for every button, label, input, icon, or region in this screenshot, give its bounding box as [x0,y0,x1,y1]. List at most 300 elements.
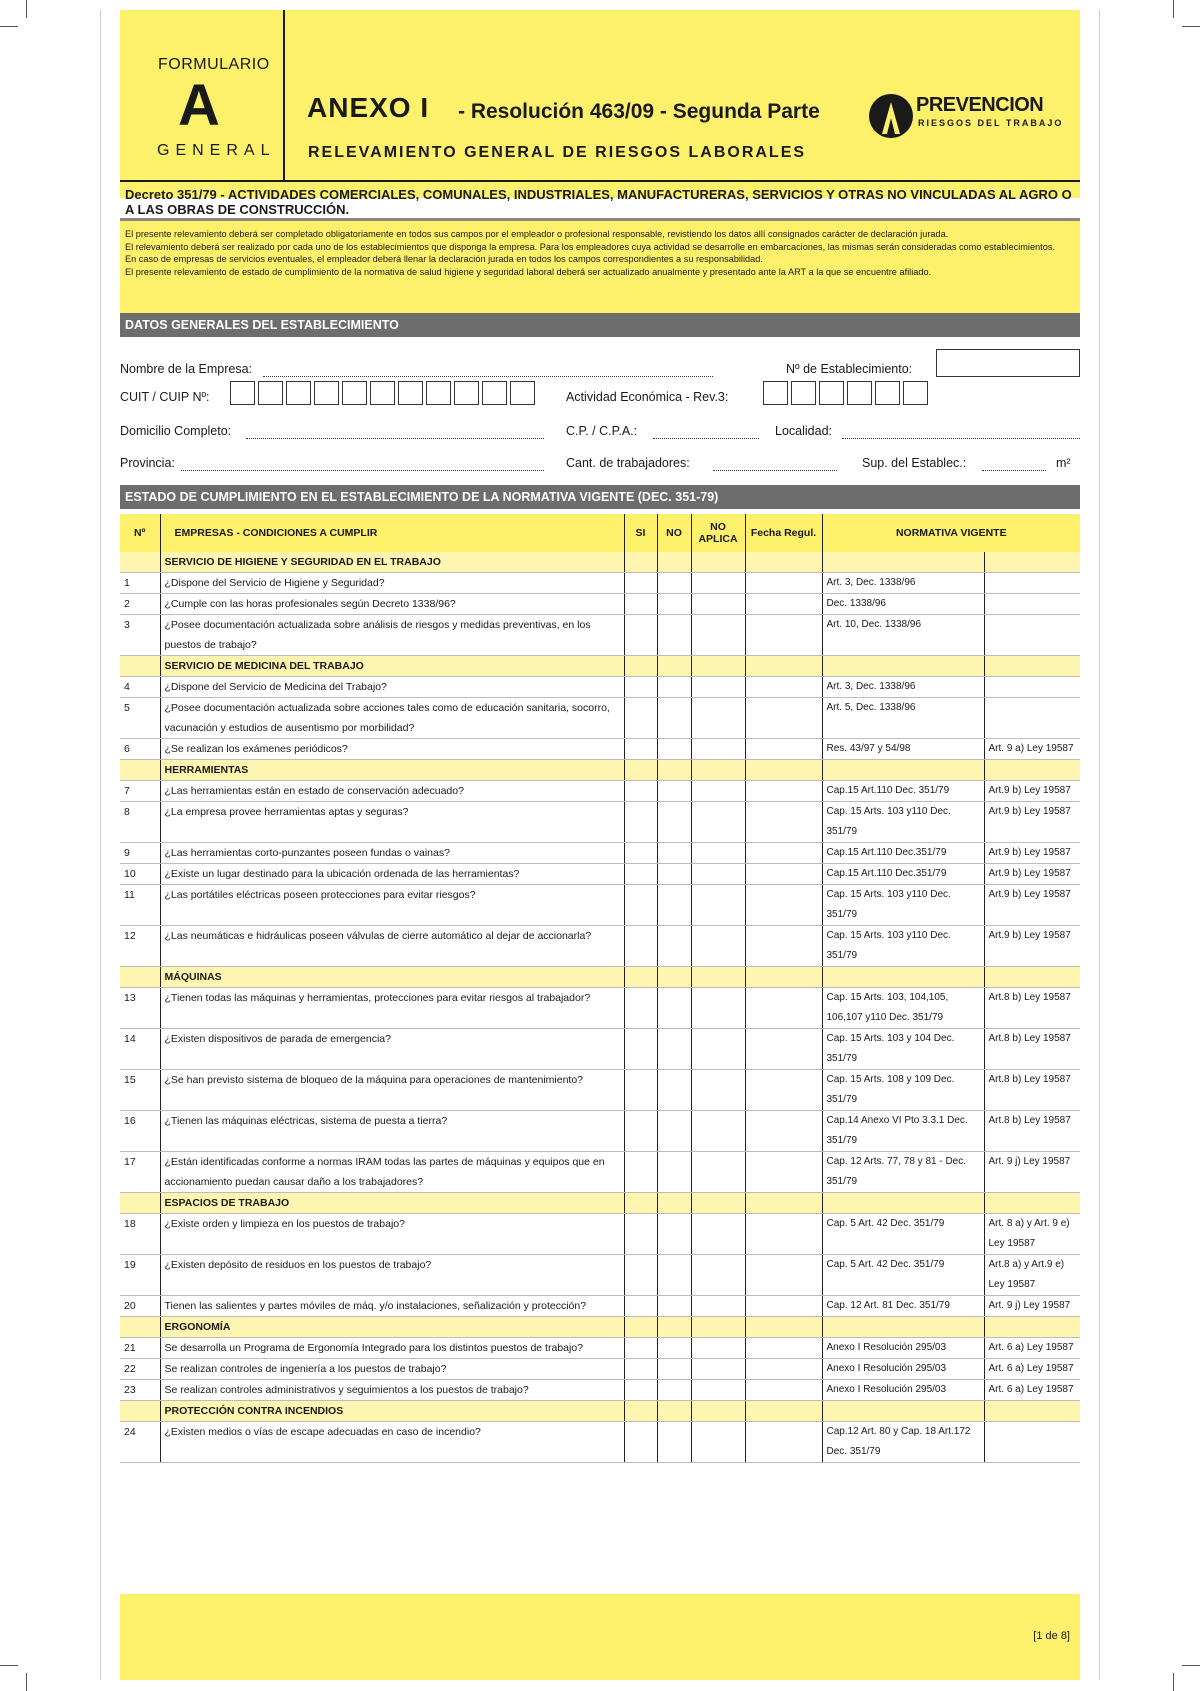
no-checkbox[interactable] [657,1111,691,1152]
table-row [120,1380,1080,1401]
normativa-ley [984,1422,1080,1463]
si-checkbox[interactable] [624,843,657,864]
blank-cell [624,656,657,677]
crop-mark [26,0,27,18]
si-checkbox[interactable] [624,1111,657,1152]
no-checkbox[interactable] [657,885,691,926]
no-aplica-checkbox[interactable] [691,843,745,864]
form-letter: A [178,73,220,138]
col-header-si: SI [624,514,657,552]
cuit-digit-box[interactable] [286,381,311,405]
section-num-cell [120,1401,160,1422]
no-checkbox[interactable] [657,1255,691,1296]
section-num-cell [120,1317,160,1338]
normativa-ley: Art. 8 a) y Art. 9 e) Ley 19587 [984,1214,1080,1255]
normativa-ley: Art.8 b) Ley 19587 [984,988,1080,1029]
table-row [120,802,1080,843]
normativa-main: Art. 10, Dec. 1338/96 [822,615,984,656]
section-title: SERVICIO DE HIGIENE Y SEGURIDAD EN EL TRABAJO [160,552,624,573]
fecha-regul-field[interactable] [745,1359,822,1380]
normativa-ley: Art. 6 a) Ley 19587 [984,1338,1080,1359]
superficie-field[interactable] [982,470,1046,471]
col-header-normativa: NORMATIVA VIGENTE [822,514,1080,552]
no-checkbox[interactable] [657,1029,691,1070]
blank-cell [822,1317,984,1338]
domicilio-field[interactable] [246,438,544,439]
table-row [120,843,1080,864]
cuit-digit-box[interactable] [370,381,395,405]
no-aplica-checkbox[interactable] [691,594,745,615]
fecha-regul-field[interactable] [745,864,822,885]
no-checkbox[interactable] [657,594,691,615]
normativa-ley [984,677,1080,698]
provincia-field[interactable] [181,470,544,471]
table-row [120,1338,1080,1359]
blank-cell [657,1401,691,1422]
blank-cell [657,1193,691,1214]
si-checkbox[interactable] [624,1070,657,1111]
normativa-main: Art. 3, Dec. 1338/96 [822,573,984,594]
empresa-label: Nombre de la Empresa: [120,362,253,376]
item-question: ¿Las portátiles eléctricas poseen protecciones para evitar riesgos? [160,885,624,926]
item-number: 9 [120,843,160,864]
normativa-main: Cap. 15 Arts. 103, 104,105, 106,107 y110 Dec. 351/79 [822,988,984,1029]
si-checkbox[interactable] [624,926,657,967]
superficie-unit: m² [1056,456,1071,470]
si-checkbox[interactable] [624,864,657,885]
si-checkbox[interactable] [624,677,657,698]
blank-cell [984,760,1080,781]
cuit-field[interactable] [230,381,538,405]
item-question: ¿Las herramientas corto-punzantes poseen fundas o vainas? [160,843,624,864]
normativa-main: Cap. 15 Arts. 103 y110 Dec. 351/79 [822,885,984,926]
no-aplica-checkbox[interactable] [691,781,745,802]
fecha-regul-field[interactable] [745,1380,822,1401]
blank-cell [691,967,745,988]
no-aplica-checkbox[interactable] [691,1152,745,1193]
blank-cell [822,760,984,781]
empresa-field[interactable] [263,376,713,377]
item-number: 18 [120,1214,160,1255]
blank-cell [624,967,657,988]
cuit-label: CUIT / CUIP Nº: [120,390,210,404]
item-question: ¿Están identificadas conforme a normas IRAM todas las partes de máquinas y equipos que en accionamiento puedan causar daño a los trabajadores? [160,1152,624,1193]
no-checkbox[interactable] [657,843,691,864]
blank-cell [657,656,691,677]
normativa-main: Res. 43/97 y 54/98 [822,739,984,760]
no-aplica-checkbox[interactable] [691,926,745,967]
section-row [120,656,1080,677]
normativa-ley: Art. 9 j) Ley 19587 [984,1296,1080,1317]
normativa-main: Cap. 5 Art. 42 Dec. 351/79 [822,1214,984,1255]
normativa-main: Anexo I Resolución 295/03 [822,1338,984,1359]
no-checkbox[interactable] [657,1422,691,1463]
fecha-regul-field[interactable] [745,926,822,967]
blank-cell [624,1401,657,1422]
blank-cell [984,967,1080,988]
section-title: MÁQUINAS [160,967,624,988]
no-aplica-checkbox[interactable] [691,1111,745,1152]
blank-cell [657,1317,691,1338]
normativa-main: Anexo I Resolución 295/03 [822,1359,984,1380]
table-row [120,594,1080,615]
item-question: Tienen las salientes y partes móviles de máq. y/o instalaciones, señalización y protección? [160,1296,624,1317]
no-aplica-checkbox[interactable] [691,1070,745,1111]
blank-cell [822,552,984,573]
item-number: 12 [120,926,160,967]
actividad-field[interactable] [763,381,931,405]
establecimiento-field[interactable] [936,349,1080,377]
section-title: PROTECCIÓN CONTRA INCENDIOS [160,1401,624,1422]
item-question: ¿Las herramientas están en estado de conservación adecuado? [160,781,624,802]
no-checkbox[interactable] [657,1152,691,1193]
decreto-text: Decreto 351/79 - ACTIVIDADES COMERCIALES, COMUNALES, INDUSTRIALES, MANUFACTURERAS, SERVICIOS Y OTRAS NO VINCULADAS AL AGRO O A LAS OBRAS DE CONSTRUCCIÓN. [125,187,1072,217]
formulario-label: FORMULARIO [158,56,270,73]
si-checkbox[interactable] [624,739,657,760]
section-row [120,1193,1080,1214]
actividad-digit-box[interactable] [791,381,816,405]
no-aplica-checkbox[interactable] [691,1296,745,1317]
item-number: 21 [120,1338,160,1359]
normativa-ley: Art.9 b) Ley 19587 [984,864,1080,885]
blank-cell [657,967,691,988]
blank-cell [691,552,745,573]
table-row [120,926,1080,967]
section-row [120,967,1080,988]
cuit-digit-box[interactable] [398,381,423,405]
no-checkbox[interactable] [657,698,691,739]
fecha-regul-field[interactable] [745,573,822,594]
logo-subtitle: RIESGOS DEL TRABAJO [918,118,1064,128]
si-checkbox[interactable] [624,1214,657,1255]
fecha-regul-field[interactable] [745,1029,822,1070]
blank-cell [745,1193,822,1214]
item-number: 11 [120,885,160,926]
blank-cell [984,1193,1080,1214]
si-checkbox[interactable] [624,615,657,656]
table-row [120,1359,1080,1380]
trim-line [100,10,101,1680]
item-question: ¿Se han previsto sistema de bloqueo de la máquina para operaciones de mantenimiento? [160,1070,624,1111]
no-aplica-checkbox[interactable] [691,1214,745,1255]
no-checkbox[interactable] [657,1338,691,1359]
no-aplica-checkbox[interactable] [691,802,745,843]
no-checkbox[interactable] [657,1070,691,1111]
blank-cell [624,1317,657,1338]
item-question: ¿Existen medios o vías de escape adecuadas en caso de incendio? [160,1422,624,1463]
fecha-regul-field[interactable] [745,988,822,1029]
blank-cell [691,760,745,781]
item-question: Se realizan controles administrativos y seguimientos a los puestos de trabajo? [160,1380,624,1401]
normativa-ley: Art. 6 a) Ley 19587 [984,1380,1080,1401]
crop-mark [0,1665,18,1666]
item-number: 22 [120,1359,160,1380]
section-num-cell [120,656,160,677]
no-checkbox[interactable] [657,926,691,967]
no-aplica-checkbox[interactable] [691,698,745,739]
item-question: ¿Existen dispositivos de parada de emergencia? [160,1029,624,1070]
no-aplica-checkbox[interactable] [691,1359,745,1380]
crop-mark [1182,26,1200,27]
no-checkbox[interactable] [657,1214,691,1255]
fecha-regul-field[interactable] [745,677,822,698]
normativa-ley: Art.9 b) Ley 19587 [984,885,1080,926]
actividad-digit-box[interactable] [875,381,900,405]
item-number: 1 [120,573,160,594]
no-aplica-checkbox[interactable] [691,1422,745,1463]
actividad-digit-box[interactable] [819,381,844,405]
item-number: 6 [120,739,160,760]
no-aplica-checkbox[interactable] [691,1255,745,1296]
item-question: Se desarrolla un Programa de Ergonomía Integrado para los distintos puestos de trabajo? [160,1338,624,1359]
localidad-field[interactable] [842,438,1080,439]
cuit-digit-box[interactable] [342,381,367,405]
blank-cell [745,656,822,677]
normativa-main: Cap.15 Art.110 Dec.351/79 [822,864,984,885]
instruction-4: El presente relevamiento de estado de cumplimiento de la normativa de salud higiene y seguridad laboral deberá ser actualizado anualmente y presentado ante la ART a la que se encuentre afiliado. [125,266,932,277]
logo-name: PREVENCION [916,94,1044,116]
item-question: ¿Las neumáticas e hidráulicas poseen válvulas de cierre automático al dejar de accionarla? [160,926,624,967]
blank-cell [657,760,691,781]
blank-cell [984,1401,1080,1422]
si-checkbox[interactable] [624,802,657,843]
item-number: 3 [120,615,160,656]
no-checkbox[interactable] [657,1380,691,1401]
item-number: 13 [120,988,160,1029]
no-aplica-checkbox[interactable] [691,615,745,656]
cuit-digit-box[interactable] [314,381,339,405]
si-checkbox[interactable] [624,1029,657,1070]
blank-cell [822,1193,984,1214]
item-number: 24 [120,1422,160,1463]
table-row [120,988,1080,1029]
si-checkbox[interactable] [624,573,657,594]
cp-field[interactable] [653,438,759,439]
normativa-main: Cap. 15 Arts. 103 y 104 Dec. 351/79 [822,1029,984,1070]
prevencion-logo [868,88,1078,144]
normativa-ley: Art.9 b) Ley 19587 [984,843,1080,864]
establecimiento-label: Nº de Establecimiento: [786,362,913,376]
trabajadores-field[interactable] [713,470,837,471]
item-number: 10 [120,864,160,885]
instruction-3: En caso de empresas de servicios eventuales, el empleador deberá llenar la declaración jurada en todos los campos correspondientes a su responsabilidad. [125,254,763,265]
si-checkbox[interactable] [624,988,657,1029]
normativa-main: Art. 5, Dec. 1338/96 [822,698,984,739]
cuit-digit-box[interactable] [454,381,479,405]
fecha-regul-field[interactable] [745,1338,822,1359]
fecha-regul-field[interactable] [745,781,822,802]
fecha-regul-field[interactable] [745,1422,822,1463]
cp-label: C.P. / C.P.A.: [566,424,638,438]
normativa-main: Cap.15 Art.110 Dec.351/79 [822,843,984,864]
fecha-regul-field[interactable] [745,885,822,926]
section-row [120,760,1080,781]
normativa-main: Cap.14 Anexo VI Pto 3.3.1 Dec. 351/79 [822,1111,984,1152]
blank-cell [624,552,657,573]
no-checkbox[interactable] [657,781,691,802]
section-num-cell [120,552,160,573]
blank-cell [822,1401,984,1422]
no-checkbox[interactable] [657,573,691,594]
fecha-regul-field[interactable] [745,1255,822,1296]
no-checkbox[interactable] [657,615,691,656]
provincia-label: Provincia: [120,456,175,470]
table-row [120,739,1080,760]
no-aplica-checkbox[interactable] [691,1380,745,1401]
header-rule [120,180,1080,182]
cuit-digit-box[interactable] [258,381,283,405]
col-header-no-aplica: NO APLICA [691,514,745,552]
si-checkbox[interactable] [624,1152,657,1193]
actividad-digit-box[interactable] [903,381,928,405]
instructions [120,218,1080,313]
item-question: Se realizan controles de ingeniería a los puestos de trabajo? [160,1359,624,1380]
no-checkbox[interactable] [657,739,691,760]
estado-section-title: ESTADO DE CUMPLIMIENTO EN EL ESTABLECIMIENTO DE LA NORMATIVA VIGENTE (DEC. 351-79) [120,485,1080,509]
blank-cell [984,656,1080,677]
section-row [120,1317,1080,1338]
fecha-regul-field[interactable] [745,1214,822,1255]
item-question: ¿Dispone del Servicio de Higiene y Seguridad? [160,573,624,594]
si-checkbox[interactable] [624,1380,657,1401]
item-number: 17 [120,1152,160,1193]
no-aplica-checkbox[interactable] [691,1338,745,1359]
col-header-fecha: Fecha Regul. [745,514,822,552]
normativa-ley: Art.8 b) Ley 19587 [984,1111,1080,1152]
si-checkbox[interactable] [624,1338,657,1359]
anexo-title: ANEXO I [307,92,430,123]
trim-line [1099,10,1100,1680]
crop-mark [1173,1673,1174,1691]
no-aplica-checkbox[interactable] [691,885,745,926]
normativa-main: Cap. 15 Arts. 103 y110 Dec. 351/79 [822,926,984,967]
actividad-digit-box[interactable] [763,381,788,405]
page-number: [1 de 8] [1033,1630,1070,1642]
fecha-regul-field[interactable] [745,739,822,760]
logo-mark-icon [868,90,914,142]
si-checkbox[interactable] [624,885,657,926]
fecha-regul-field[interactable] [745,594,822,615]
fecha-regul-field[interactable] [745,1111,822,1152]
actividad-digit-box[interactable] [847,381,872,405]
normativa-ley [984,615,1080,656]
no-checkbox[interactable] [657,1296,691,1317]
datos-section-title: DATOS GENERALES DEL ESTABLECIMIENTO [120,313,1080,337]
fecha-regul-field[interactable] [745,1152,822,1193]
no-checkbox[interactable] [657,802,691,843]
item-question: ¿Cumple con las horas profesionales según Decreto 1338/96? [160,594,624,615]
item-question: ¿Existe un lugar destinado para la ubicación ordenada de las herramientas? [160,864,624,885]
blank-cell [624,1193,657,1214]
fecha-regul-field[interactable] [745,843,822,864]
trabajadores-label: Cant. de trabajadores: [566,456,690,470]
si-checkbox[interactable] [624,594,657,615]
table-row [120,1214,1080,1255]
item-question: ¿Posee documentación actualizada sobre análisis de riesgos y medidas preventivas, en los puestos de trabajo? [160,615,624,656]
si-checkbox[interactable] [624,1422,657,1463]
item-question: ¿Tienen las máquinas eléctricas, sistema de puesta a tierra? [160,1111,624,1152]
compliance-table [120,514,1080,1463]
localidad-label: Localidad: [775,424,832,438]
no-checkbox[interactable] [657,864,691,885]
section-row [120,1401,1080,1422]
fecha-regul-field[interactable] [745,698,822,739]
col-header-no: NO [657,514,691,552]
no-aplica-checkbox[interactable] [691,988,745,1029]
blank-cell [745,1401,822,1422]
form-badge [120,10,285,180]
no-aplica-checkbox[interactable] [691,1029,745,1070]
blank-cell [691,656,745,677]
crop-mark [1182,1665,1200,1666]
table-row [120,615,1080,656]
table-row [120,781,1080,802]
no-checkbox[interactable] [657,677,691,698]
fecha-regul-field[interactable] [745,802,822,843]
item-number: 20 [120,1296,160,1317]
fecha-regul-field[interactable] [745,1296,822,1317]
instructions-rule [120,218,1080,221]
normativa-ley: Art.8 b) Ley 19587 [984,1029,1080,1070]
blank-cell [822,967,984,988]
normativa-main: Cap. 15 Arts. 103 y110 Dec. 351/79 [822,802,984,843]
table-row [120,1029,1080,1070]
cuit-digit-box[interactable] [510,381,535,405]
si-checkbox[interactable] [624,781,657,802]
fecha-regul-field[interactable] [745,615,822,656]
instruction-2: El relevamiento deberá ser realizado por cada uno de los establecimientos que disponga la empresa. Para los empleadores cuya actividad se desarrolle en embarcaciones, las mismas serán consideradas como establecimientos. [125,241,1055,252]
cuit-digit-box[interactable] [426,381,451,405]
no-aplica-checkbox[interactable] [691,739,745,760]
table-row [120,698,1080,739]
cuit-digit-box[interactable] [482,381,507,405]
item-number: 8 [120,802,160,843]
fecha-regul-field[interactable] [745,1070,822,1111]
normativa-main: Art. 3, Dec. 1338/96 [822,677,984,698]
no-aplica-checkbox[interactable] [691,677,745,698]
section-row [120,552,1080,573]
table-row [120,885,1080,926]
no-checkbox[interactable] [657,988,691,1029]
item-number: 4 [120,677,160,698]
cuit-digit-box[interactable] [230,381,255,405]
si-checkbox[interactable] [624,1255,657,1296]
item-question: ¿Existen depósito de residuos en los puestos de trabajo? [160,1255,624,1296]
table-row [120,1255,1080,1296]
table-row [120,573,1080,594]
col-header-condiciones: EMPRESAS - CONDICIONES A CUMPLIR [160,514,624,552]
blank-cell [691,1401,745,1422]
blank-cell [984,1317,1080,1338]
item-number: 23 [120,1380,160,1401]
si-checkbox[interactable] [624,698,657,739]
crop-mark [1173,0,1174,18]
no-aplica-checkbox[interactable] [691,864,745,885]
si-checkbox[interactable] [624,1296,657,1317]
blank-cell [745,552,822,573]
normativa-main: Cap. 5 Art. 42 Dec. 351/79 [822,1255,984,1296]
compliance-table-body [120,552,1080,1463]
item-number: 14 [120,1029,160,1070]
normativa-main: Cap.15 Art.110 Dec. 351/79 [822,781,984,802]
normativa-ley [984,698,1080,739]
footer [120,1594,1080,1680]
si-checkbox[interactable] [624,1359,657,1380]
no-aplica-checkbox[interactable] [691,573,745,594]
blank-cell [745,760,822,781]
no-checkbox[interactable] [657,1359,691,1380]
normativa-main: Cap. 12 Art. 81 Dec. 351/79 [822,1296,984,1317]
